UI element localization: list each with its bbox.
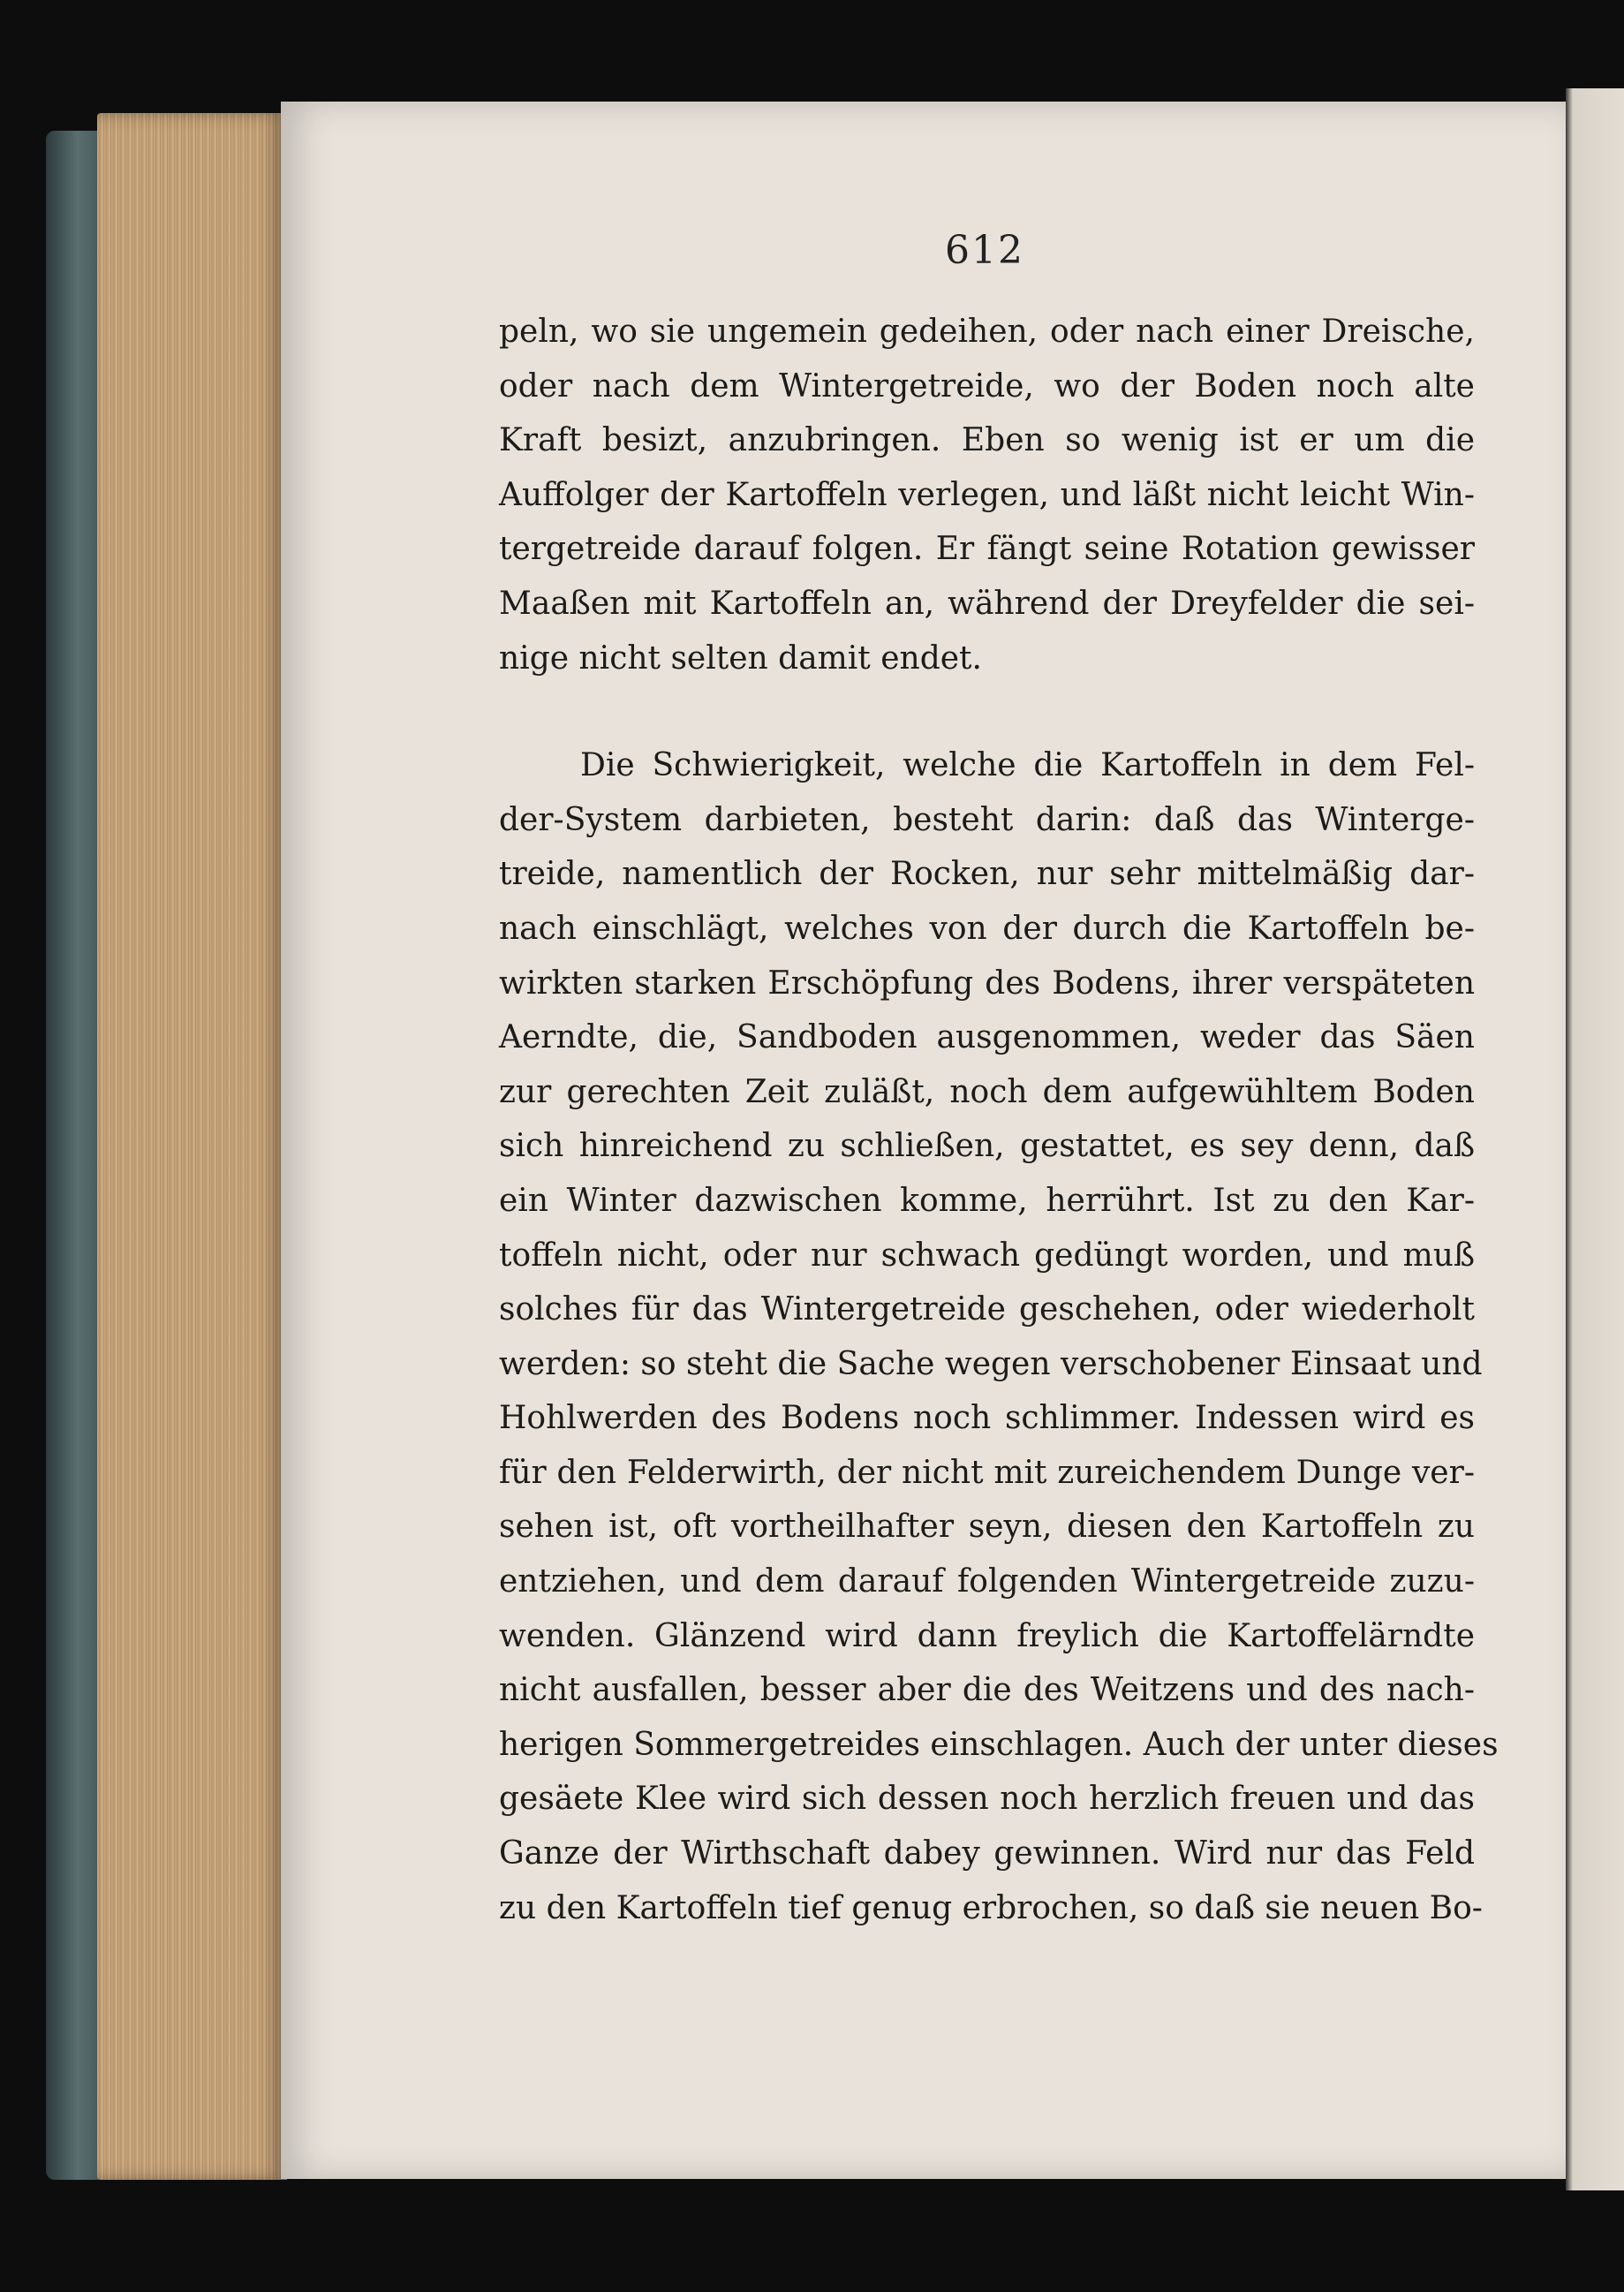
- text-line: für den Felderwirth, der nicht mit zureichendem Dunge ver-: [499, 1454, 1475, 1491]
- text-line: gesäete Klee wird sich dessen noch herzlich freuen und das: [499, 1781, 1475, 1818]
- paragraph-gap: [499, 685, 1475, 738]
- text-line: wirkten starken Erschöpfung des Bodens, ihrer verspäteten: [499, 964, 1475, 1002]
- text-line: tergetreide darauf folgen. Er fängt seine Rotation gewisser: [499, 531, 1475, 568]
- text-line: entziehen, und dem darauf folgenden Wintergetreide zuzu-: [499, 1563, 1475, 1600]
- text-line: oder nach dem Wintergetreide, wo der Boden noch alte: [499, 367, 1475, 405]
- page-edges: [97, 113, 287, 2180]
- text-line: zur gerechten Zeit zuläßt, noch dem aufgewühltem Boden: [499, 1073, 1475, 1110]
- text-line: ein Winter dazwischen komme, herrührt. Ist zu den Kar-: [499, 1182, 1475, 1219]
- text-line: sehen ist, oft vortheilhafter seyn, diesen den Kartoffeln zu: [499, 1509, 1475, 1546]
- page-text: [499, 305, 1499, 1935]
- text-line: Kraft besizt, anzubringen. Eben so wenig ist er um die: [499, 422, 1475, 459]
- text-line: der-System darbieten, besteht darin: daß das Winterge-: [499, 801, 1475, 838]
- text-line: peln, wo sie ungemein gedeihen, oder nach einer Dreische,: [499, 314, 1475, 350]
- text-line: nach einschlägt, welches von der durch die Kartoffeln be-: [499, 910, 1475, 947]
- text-line: werden: so steht die Sache wegen verschobener Einsaat und: [499, 1345, 1483, 1382]
- text-line: Maaßen mit Kartoffeln an, während der Dreyfelder die sei-: [499, 585, 1475, 622]
- paragraph-1: [499, 305, 1475, 685]
- page-number: 612: [945, 228, 1024, 273]
- text-line: Ganze der Wirthschaft dabey gewinnen. Wird nur das Feld: [499, 1835, 1475, 1872]
- text-line: Aerndte, die, Sandboden ausgenommen, weder das Säen: [499, 1019, 1475, 1056]
- text-line: solches für das Wintergetreide geschehen, oder wiederholt: [499, 1291, 1475, 1328]
- paragraph-2: [499, 738, 1499, 1935]
- text-line: treide, namentlich der Rocken, nur sehr mittelmäßig dar-: [499, 856, 1475, 893]
- text-line: zu den Kartoffeln tief genug erbrochen, so daß sie neuen Bo-: [499, 1889, 1483, 1926]
- text-line: toffeln nicht, oder nur schwach gedüngt worden, und muß: [499, 1237, 1475, 1274]
- text-line: Die Schwierigkeit, welche die Kartoffeln in dem Fel-: [580, 747, 1475, 784]
- text-line: nicht ausfallen, besser aber die des Weitzens und des nach-: [499, 1672, 1475, 1709]
- facing-page-edge: [1566, 88, 1624, 2190]
- text-line: Auffolger der Kartoffeln verlegen, und läßt nicht leicht Win-: [499, 476, 1475, 513]
- text-line: herigen Sommergetreides einschlagen. Auch der unter dieses: [499, 1726, 1499, 1763]
- text-line: sich hinreichend zu schließen, gestattet, es sey denn, daß: [499, 1128, 1475, 1165]
- text-line: Hohlwerden des Bodens noch schlimmer. Indessen wird es: [499, 1400, 1475, 1437]
- text-line: nige nicht selten damit endet.: [499, 639, 982, 677]
- text-line: wenden. Glänzend wird dann freylich die Kartoffelärndte: [499, 1617, 1475, 1654]
